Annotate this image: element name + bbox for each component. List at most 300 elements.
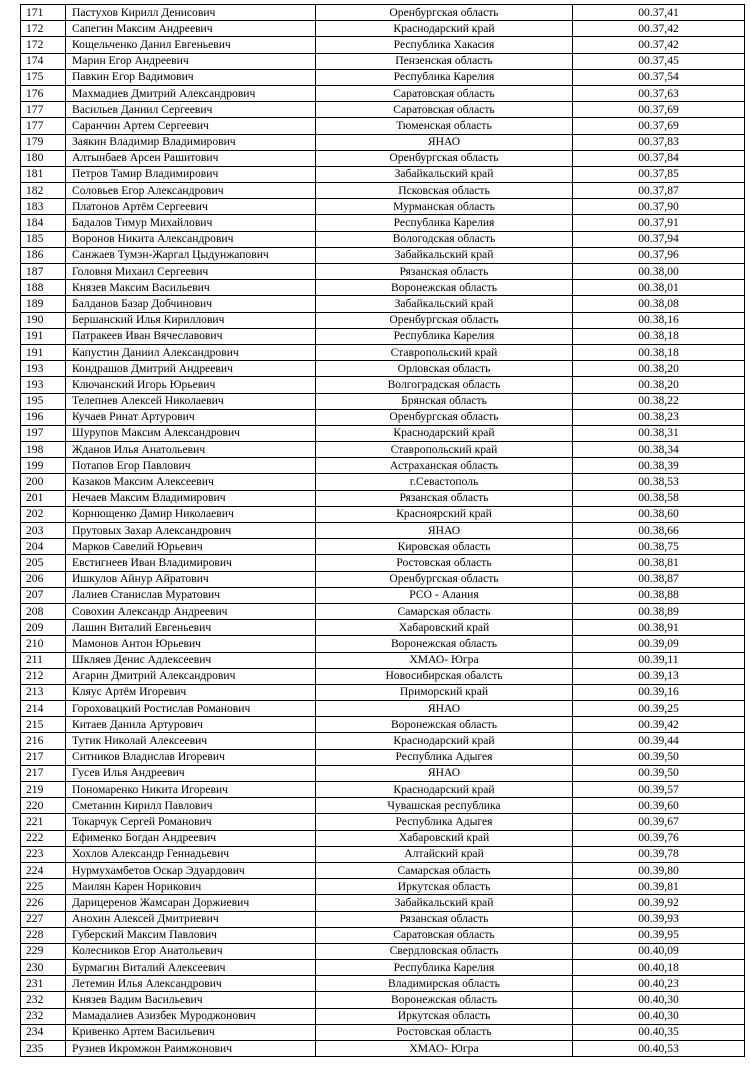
result-time-cell: 00.38,08 xyxy=(573,296,745,312)
place-cell: 219 xyxy=(21,782,66,798)
place-cell: 183 xyxy=(21,199,66,215)
table-row xyxy=(21,701,745,717)
region-cell: ЯНАО xyxy=(316,765,573,781)
place-cell: 171 xyxy=(21,5,66,21)
table-row xyxy=(21,1008,745,1024)
result-time-cell: 00.38,23 xyxy=(573,409,745,425)
athlete-name-cell: Казаков Максим Алексеевич xyxy=(66,474,316,490)
region-cell: Забайкальский край xyxy=(316,296,573,312)
place-cell: 204 xyxy=(21,539,66,555)
result-time-cell: 00.38,34 xyxy=(573,442,745,458)
table-row xyxy=(21,555,745,571)
result-time-cell: 00.38,18 xyxy=(573,328,745,344)
table-row xyxy=(21,425,745,441)
result-time-cell: 00.37,87 xyxy=(573,183,745,199)
region-cell: Забайкальский край xyxy=(316,166,573,182)
place-cell: 174 xyxy=(21,53,66,69)
athlete-name-cell: Корнющенко Дамир Николаевич xyxy=(66,506,316,522)
place-cell: 193 xyxy=(21,361,66,377)
result-time-cell: 00.39,50 xyxy=(573,765,745,781)
region-cell: Иркутская область xyxy=(316,1008,573,1024)
results-table xyxy=(20,4,745,1057)
region-cell: Хабаровский край xyxy=(316,830,573,846)
athlete-name-cell: Жданов Илья Анатольевич xyxy=(66,442,316,458)
place-cell: 228 xyxy=(21,927,66,943)
table-row xyxy=(21,183,745,199)
athlete-name-cell: Алтынбаев Арсен Рашитович xyxy=(66,150,316,166)
result-time-cell: 00.39,78 xyxy=(573,846,745,862)
region-cell: Республика Адыгея xyxy=(316,814,573,830)
result-time-cell: 00.40,18 xyxy=(573,960,745,976)
table-row xyxy=(21,587,745,603)
athlete-name-cell: Агарин Дмитрий Александрович xyxy=(66,668,316,684)
region-cell: Краснодарский край xyxy=(316,782,573,798)
table-row xyxy=(21,603,745,619)
place-cell: 196 xyxy=(21,409,66,425)
place-cell: 195 xyxy=(21,393,66,409)
result-time-cell: 00.40,53 xyxy=(573,1041,745,1057)
result-time-cell: 00.37,45 xyxy=(573,53,745,69)
table-row xyxy=(21,166,745,182)
table-row xyxy=(21,992,745,1008)
region-cell: РСО - Алания xyxy=(316,587,573,603)
table-row xyxy=(21,69,745,85)
region-cell: Рязанская область xyxy=(316,490,573,506)
result-time-cell: 00.38,58 xyxy=(573,490,745,506)
result-time-cell: 00.37,41 xyxy=(573,5,745,21)
table-row xyxy=(21,798,745,814)
region-cell: Забайкальский край xyxy=(316,247,573,263)
athlete-name-cell: Мамонов Антон Юрьевич xyxy=(66,636,316,652)
region-cell: Воронежская область xyxy=(316,280,573,296)
result-time-cell: 00.38,16 xyxy=(573,312,745,328)
athlete-name-cell: Павкин Егор Вадимович xyxy=(66,69,316,85)
place-cell: 191 xyxy=(21,328,66,344)
place-cell: 214 xyxy=(21,701,66,717)
athlete-name-cell: Бурмагин Виталий Алексеевич xyxy=(66,960,316,976)
place-cell: 200 xyxy=(21,474,66,490)
athlete-name-cell: Бадалов Тимур Михайлович xyxy=(66,215,316,231)
result-time-cell: 00.38,91 xyxy=(573,620,745,636)
place-cell: 201 xyxy=(21,490,66,506)
table-row xyxy=(21,231,745,247)
athlete-name-cell: Воронов Никита Александрович xyxy=(66,231,316,247)
place-cell: 211 xyxy=(21,652,66,668)
athlete-name-cell: Губерский Максим Павлович xyxy=(66,927,316,943)
result-time-cell: 00.39,57 xyxy=(573,782,745,798)
table-row xyxy=(21,344,745,360)
table-row xyxy=(21,717,745,733)
region-cell: Тюменская область xyxy=(316,118,573,134)
athlete-name-cell: Дарицеренов Жамсаран Доржиевич xyxy=(66,895,316,911)
result-time-cell: 00.39,76 xyxy=(573,830,745,846)
result-time-cell: 00.39,92 xyxy=(573,895,745,911)
result-time-cell: 00.38,53 xyxy=(573,474,745,490)
table-row xyxy=(21,199,745,215)
table-row xyxy=(21,782,745,798)
athlete-name-cell: Маилян Карен Норикович xyxy=(66,879,316,895)
table-row xyxy=(21,393,745,409)
athlete-name-cell: Заякин Владимир Владимирович xyxy=(66,134,316,150)
athlete-name-cell: Колесников Егор Анатольевич xyxy=(66,943,316,959)
athlete-name-cell: Нурмухамбетов Оскар Эдуардович xyxy=(66,862,316,878)
region-cell: Орловская область xyxy=(316,361,573,377)
region-cell: Республика Карелия xyxy=(316,960,573,976)
athlete-name-cell: Князев Вадим Васильевич xyxy=(66,992,316,1008)
table-row xyxy=(21,668,745,684)
region-cell: Вологодская область xyxy=(316,231,573,247)
region-cell: Астраханская область xyxy=(316,458,573,474)
table-row xyxy=(21,814,745,830)
result-time-cell: 00.38,39 xyxy=(573,458,745,474)
region-cell: Ставропольский край xyxy=(316,344,573,360)
table-row xyxy=(21,506,745,522)
table-row xyxy=(21,21,745,37)
place-cell: 205 xyxy=(21,555,66,571)
table-row xyxy=(21,749,745,765)
region-cell: Красноярский край xyxy=(316,506,573,522)
region-cell: Республика Хакасия xyxy=(316,37,573,53)
result-time-cell: 00.40,23 xyxy=(573,976,745,992)
region-cell: ЯНАО xyxy=(316,523,573,539)
place-cell: 230 xyxy=(21,960,66,976)
result-time-cell: 00.37,84 xyxy=(573,150,745,166)
athlete-name-cell: Махмадиев Дмитрий Александрович xyxy=(66,85,316,101)
region-cell: Псковская область xyxy=(316,183,573,199)
place-cell: 184 xyxy=(21,215,66,231)
athlete-name-cell: Князев Максим Васильевич xyxy=(66,280,316,296)
result-time-cell: 00.39,81 xyxy=(573,879,745,895)
place-cell: 172 xyxy=(21,37,66,53)
region-cell: Оренбургская область xyxy=(316,150,573,166)
result-time-cell: 00.38,20 xyxy=(573,377,745,393)
athlete-name-cell: Шкляев Денис Адлексеевич xyxy=(66,652,316,668)
place-cell: 198 xyxy=(21,442,66,458)
place-cell: 177 xyxy=(21,102,66,118)
athlete-name-cell: Капустин Даниил Александрович xyxy=(66,344,316,360)
result-time-cell: 00.38,31 xyxy=(573,425,745,441)
result-time-cell: 00.38,01 xyxy=(573,280,745,296)
table-row xyxy=(21,911,745,927)
table-row xyxy=(21,474,745,490)
region-cell: Владимирская область xyxy=(316,976,573,992)
athlete-name-cell: Нечаев Максим Владимирович xyxy=(66,490,316,506)
table-row xyxy=(21,247,745,263)
region-cell: Республика Адыгея xyxy=(316,749,573,765)
athlete-name-cell: Саранчин Артем Сергеевич xyxy=(66,118,316,134)
results-table-body xyxy=(21,5,745,1057)
athlete-name-cell: Гороховацкий Ростислав Романович xyxy=(66,701,316,717)
place-cell: 190 xyxy=(21,312,66,328)
place-cell: 185 xyxy=(21,231,66,247)
region-cell: Приморский край xyxy=(316,684,573,700)
result-time-cell: 00.37,42 xyxy=(573,37,745,53)
table-row xyxy=(21,134,745,150)
place-cell: 175 xyxy=(21,69,66,85)
place-cell: 229 xyxy=(21,943,66,959)
table-row xyxy=(21,943,745,959)
table-row xyxy=(21,377,745,393)
athlete-name-cell: Марин Егор Андреевич xyxy=(66,53,316,69)
athlete-name-cell: Тутик Николай Алексеевич xyxy=(66,733,316,749)
place-cell: 221 xyxy=(21,814,66,830)
region-cell: Волгоградская область xyxy=(316,377,573,393)
region-cell: Брянская область xyxy=(316,393,573,409)
athlete-name-cell: Ишкулов Айнур Айратович xyxy=(66,571,316,587)
place-cell: 212 xyxy=(21,668,66,684)
table-row xyxy=(21,895,745,911)
place-cell: 182 xyxy=(21,183,66,199)
place-cell: 227 xyxy=(21,911,66,927)
table-row xyxy=(21,1024,745,1040)
result-time-cell: 00.38,87 xyxy=(573,571,745,587)
region-cell: Республика Карелия xyxy=(316,69,573,85)
table-row xyxy=(21,328,745,344)
athlete-name-cell: Головня Михаил Сергеевич xyxy=(66,264,316,280)
result-time-cell: 00.37,90 xyxy=(573,199,745,215)
table-row xyxy=(21,102,745,118)
place-cell: 199 xyxy=(21,458,66,474)
table-row xyxy=(21,85,745,101)
athlete-name-cell: Ключанский Игорь Юрьевич xyxy=(66,377,316,393)
place-cell: 172 xyxy=(21,21,66,37)
result-time-cell: 00.38,81 xyxy=(573,555,745,571)
athlete-name-cell: Кляус Артём Игоревич xyxy=(66,684,316,700)
place-cell: 217 xyxy=(21,765,66,781)
result-time-cell: 00.38,89 xyxy=(573,603,745,619)
region-cell: Ростовская область xyxy=(316,555,573,571)
region-cell: г.Севастополь xyxy=(316,474,573,490)
athlete-name-cell: Кривенко Артем Васильевич xyxy=(66,1024,316,1040)
region-cell: Забайкальский край xyxy=(316,895,573,911)
result-time-cell: 00.37,94 xyxy=(573,231,745,247)
place-cell: 206 xyxy=(21,571,66,587)
region-cell: Свердловская область xyxy=(316,943,573,959)
athlete-name-cell: Анохин Алексей Дмитриевич xyxy=(66,911,316,927)
result-time-cell: 00.39,50 xyxy=(573,749,745,765)
athlete-name-cell: Марков Савелий Юрьевич xyxy=(66,539,316,555)
athlete-name-cell: Бершанский Илья Кириллович xyxy=(66,312,316,328)
place-cell: 189 xyxy=(21,296,66,312)
athlete-name-cell: Токарчук Сергей Романович xyxy=(66,814,316,830)
result-time-cell: 00.39,93 xyxy=(573,911,745,927)
athlete-name-cell: Платонов Артём Сергеевич xyxy=(66,199,316,215)
region-cell: Краснодарский край xyxy=(316,21,573,37)
result-time-cell: 00.37,85 xyxy=(573,166,745,182)
table-row xyxy=(21,53,745,69)
region-cell: Саратовская область xyxy=(316,102,573,118)
table-row xyxy=(21,118,745,134)
place-cell: 213 xyxy=(21,684,66,700)
table-row xyxy=(21,1041,745,1057)
region-cell: Пензенская область xyxy=(316,53,573,69)
athlete-name-cell: Летемин Илья Александрович xyxy=(66,976,316,992)
athlete-name-cell: Сметанин Кирилл Павлович xyxy=(66,798,316,814)
region-cell: Краснодарский край xyxy=(316,733,573,749)
athlete-name-cell: Прутовых Захар Александрович xyxy=(66,523,316,539)
table-row xyxy=(21,846,745,862)
region-cell: Воронежская область xyxy=(316,992,573,1008)
athlete-name-cell: Евстигнеев Иван Владимирович xyxy=(66,555,316,571)
table-row xyxy=(21,37,745,53)
athlete-name-cell: Патракеев Иван Вячеславович xyxy=(66,328,316,344)
athlete-name-cell: Лалиев Станислав Муратович xyxy=(66,587,316,603)
region-cell: Рязанская область xyxy=(316,911,573,927)
place-cell: 180 xyxy=(21,150,66,166)
result-time-cell: 00.39,67 xyxy=(573,814,745,830)
place-cell: 226 xyxy=(21,895,66,911)
result-time-cell: 00.38,75 xyxy=(573,539,745,555)
result-time-cell: 00.39,60 xyxy=(573,798,745,814)
region-cell: Самарская область xyxy=(316,603,573,619)
athlete-name-cell: Соловьев Егор Александрович xyxy=(66,183,316,199)
region-cell: ХМАО- Югра xyxy=(316,652,573,668)
table-row xyxy=(21,296,745,312)
table-row xyxy=(21,620,745,636)
athlete-name-cell: Мамадалиев Азизбек Муроджонович xyxy=(66,1008,316,1024)
region-cell: ЯНАО xyxy=(316,134,573,150)
result-time-cell: 00.39,11 xyxy=(573,652,745,668)
table-row xyxy=(21,684,745,700)
result-time-cell: 00.37,91 xyxy=(573,215,745,231)
athlete-name-cell: Кондрашов Дмитрий Андреевич xyxy=(66,361,316,377)
region-cell: Хабаровский край xyxy=(316,620,573,636)
athlete-name-cell: Петров Тамир Владимирович xyxy=(66,166,316,182)
table-row xyxy=(21,765,745,781)
table-row xyxy=(21,215,745,231)
region-cell: Рязанская область xyxy=(316,264,573,280)
place-cell: 177 xyxy=(21,118,66,134)
region-cell: Краснодарский край xyxy=(316,425,573,441)
table-row xyxy=(21,927,745,943)
result-time-cell: 00.40,30 xyxy=(573,992,745,1008)
region-cell: ХМАО- Югра xyxy=(316,1041,573,1057)
table-row xyxy=(21,150,745,166)
result-time-cell: 00.39,80 xyxy=(573,862,745,878)
athlete-name-cell: Хохлов Александр Геннадьевич xyxy=(66,846,316,862)
region-cell: Оренбургская область xyxy=(316,571,573,587)
result-time-cell: 00.39,16 xyxy=(573,684,745,700)
athlete-name-cell: Лашин Виталий Евгеньевич xyxy=(66,620,316,636)
athlete-name-cell: Кощельченко Данил Евгеньевич xyxy=(66,37,316,53)
region-cell: Воронежская область xyxy=(316,636,573,652)
result-time-cell: 00.38,20 xyxy=(573,361,745,377)
region-cell: Мурманская область xyxy=(316,199,573,215)
place-cell: 176 xyxy=(21,85,66,101)
table-row xyxy=(21,442,745,458)
place-cell: 224 xyxy=(21,862,66,878)
place-cell: 210 xyxy=(21,636,66,652)
table-row xyxy=(21,490,745,506)
table-row xyxy=(21,5,745,21)
result-time-cell: 00.38,18 xyxy=(573,344,745,360)
table-row xyxy=(21,960,745,976)
table-row xyxy=(21,312,745,328)
result-time-cell: 00.37,63 xyxy=(573,85,745,101)
table-row xyxy=(21,636,745,652)
place-cell: 181 xyxy=(21,166,66,182)
place-cell: 179 xyxy=(21,134,66,150)
region-cell: Республика Карелия xyxy=(316,328,573,344)
place-cell: 231 xyxy=(21,976,66,992)
result-time-cell: 00.39,95 xyxy=(573,927,745,943)
place-cell: 191 xyxy=(21,344,66,360)
region-cell: Оренбургская область xyxy=(316,312,573,328)
table-row xyxy=(21,539,745,555)
place-cell: 215 xyxy=(21,717,66,733)
table-row xyxy=(21,458,745,474)
place-cell: 202 xyxy=(21,506,66,522)
result-time-cell: 00.39,44 xyxy=(573,733,745,749)
result-time-cell: 00.37,69 xyxy=(573,102,745,118)
region-cell: Ставропольский край xyxy=(316,442,573,458)
result-time-cell: 00.40,30 xyxy=(573,1008,745,1024)
result-time-cell: 00.38,22 xyxy=(573,393,745,409)
result-time-cell: 00.38,88 xyxy=(573,587,745,603)
athlete-name-cell: Балданов Базар Добчинович xyxy=(66,296,316,312)
region-cell: Саратовская область xyxy=(316,927,573,943)
table-row xyxy=(21,280,745,296)
place-cell: 217 xyxy=(21,749,66,765)
place-cell: 187 xyxy=(21,264,66,280)
region-cell: Самарская область xyxy=(316,862,573,878)
place-cell: 234 xyxy=(21,1024,66,1040)
table-row xyxy=(21,733,745,749)
region-cell: Оренбургская область xyxy=(316,409,573,425)
region-cell: Алтайский край xyxy=(316,846,573,862)
result-time-cell: 00.39,42 xyxy=(573,717,745,733)
athlete-name-cell: Китаев Данила Артурович xyxy=(66,717,316,733)
athlete-name-cell: Телепнев Алексей Николаевич xyxy=(66,393,316,409)
table-row xyxy=(21,862,745,878)
athlete-name-cell: Кучаев Ринат Артурович xyxy=(66,409,316,425)
result-time-cell: 00.37,83 xyxy=(573,134,745,150)
place-cell: 222 xyxy=(21,830,66,846)
place-cell: 232 xyxy=(21,1008,66,1024)
region-cell: Республика Карелия xyxy=(316,215,573,231)
region-cell: Иркутская область xyxy=(316,879,573,895)
place-cell: 232 xyxy=(21,992,66,1008)
table-row xyxy=(21,523,745,539)
result-time-cell: 00.40,35 xyxy=(573,1024,745,1040)
place-cell: 209 xyxy=(21,620,66,636)
table-row xyxy=(21,830,745,846)
athlete-name-cell: Шурупов Максим Александрович xyxy=(66,425,316,441)
result-time-cell: 00.39,13 xyxy=(573,668,745,684)
athlete-name-cell: Васильев Даниил Сергеевич xyxy=(66,102,316,118)
region-cell: Новосибирская обалсть xyxy=(316,668,573,684)
region-cell: ЯНАО xyxy=(316,701,573,717)
table-row xyxy=(21,409,745,425)
place-cell: 223 xyxy=(21,846,66,862)
place-cell: 188 xyxy=(21,280,66,296)
place-cell: 225 xyxy=(21,879,66,895)
place-cell: 197 xyxy=(21,425,66,441)
athlete-name-cell: Ефименко Богдан Андреевич xyxy=(66,830,316,846)
region-cell: Ростовская область xyxy=(316,1024,573,1040)
result-time-cell: 00.37,42 xyxy=(573,21,745,37)
result-time-cell: 00.40,09 xyxy=(573,943,745,959)
athlete-name-cell: Санжаев Тумэн-Жаргал Цыдунжапович xyxy=(66,247,316,263)
athlete-name-cell: Ситников Владислав Игоревич xyxy=(66,749,316,765)
table-row xyxy=(21,361,745,377)
table-row xyxy=(21,879,745,895)
table-row xyxy=(21,976,745,992)
region-cell: Чувашская республика xyxy=(316,798,573,814)
place-cell: 193 xyxy=(21,377,66,393)
table-row xyxy=(21,264,745,280)
place-cell: 208 xyxy=(21,603,66,619)
